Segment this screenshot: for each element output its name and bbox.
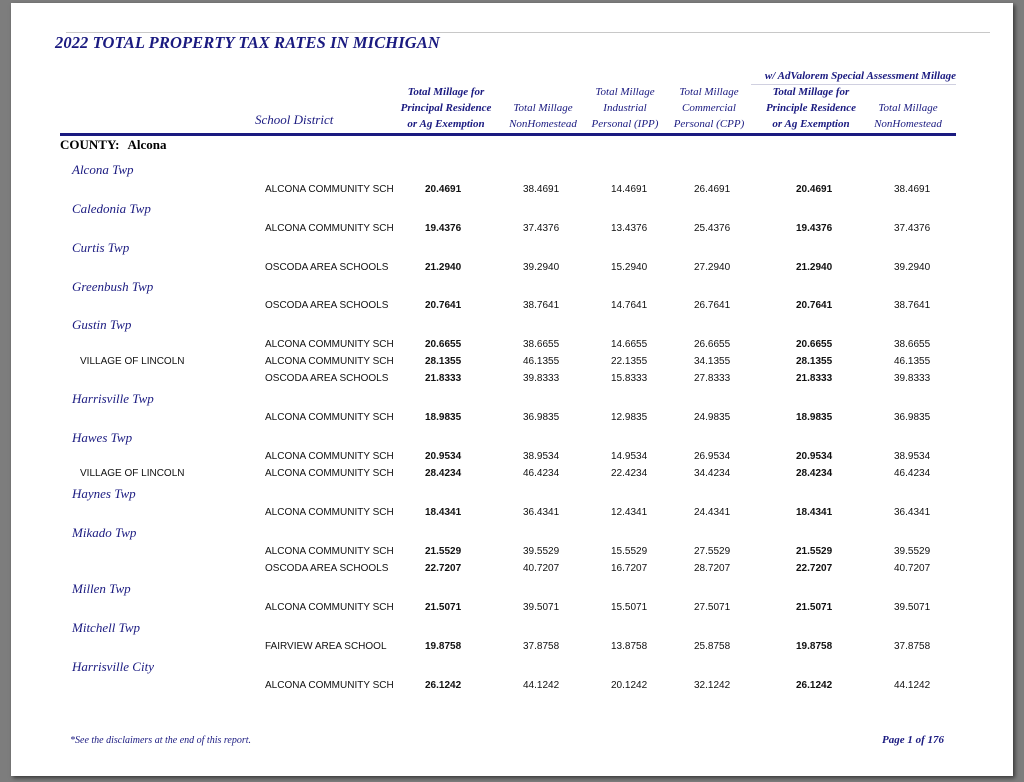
village-cell: VILLAGE OF LINCOLN (80, 468, 185, 479)
municipality-heading: Caledonia Twp (72, 201, 151, 216)
page-number: Page 1 of 176 (882, 734, 945, 746)
value-cell: 19.4376 (796, 223, 833, 234)
school-cell: OSCODA AREA SCHOOLS (265, 262, 389, 273)
value-cell: 38.9534 (894, 451, 931, 462)
header-col1-line: Total Millage for (407, 86, 485, 98)
municipality-heading: Greenbush Twp (72, 279, 154, 294)
value-cell: 21.2940 (796, 262, 833, 273)
value-cell: 38.4691 (523, 184, 560, 195)
school-cell: ALCONA COMMUNITY SCH (265, 468, 394, 479)
value-cell: 12.4341 (611, 507, 648, 518)
value-cell: 37.8758 (894, 641, 931, 652)
header-col2-line: Total Millage (513, 102, 573, 114)
value-cell: 20.7641 (425, 300, 462, 311)
value-cell: 27.8333 (694, 373, 731, 384)
value-cell: 36.4341 (523, 507, 560, 518)
municipality-heading: Curtis Twp (72, 240, 130, 255)
value-cell: 18.4341 (425, 507, 462, 518)
footer-disclaimer: *See the disclaimers at the end of this report. (70, 735, 251, 746)
municipality-heading: Mitchell Twp (72, 620, 141, 635)
value-cell: 21.5529 (425, 546, 462, 557)
value-cell: 22.4234 (611, 468, 648, 479)
value-cell: 40.7207 (523, 563, 560, 574)
header-col6 (868, 100, 948, 132)
school-cell: OSCODA AREA SCHOOLS (265, 300, 389, 311)
school-cell: ALCONA COMMUNITY SCH (265, 680, 394, 691)
value-cell: 39.2940 (894, 262, 931, 273)
header-col3-line: Industrial (603, 102, 647, 114)
value-cell: 20.4691 (796, 184, 833, 195)
table-row (0, 373, 1024, 389)
value-cell: 20.1242 (611, 680, 648, 691)
value-cell: 18.4341 (796, 507, 833, 518)
table-row (0, 468, 1024, 484)
value-cell: 44.1242 (523, 680, 560, 691)
header-col6-line: NonHomestead (874, 118, 942, 130)
municipality-heading: Millen Twp (72, 581, 131, 596)
value-cell: 38.6655 (523, 339, 560, 350)
school-cell: ALCONA COMMUNITY SCH (265, 184, 394, 195)
value-cell: 15.8333 (611, 373, 648, 384)
value-cell: 21.5071 (425, 602, 462, 613)
header-col3-line: Personal (IPP) (591, 118, 659, 130)
county-label: COUNTY: (60, 137, 120, 152)
school-cell: ALCONA COMMUNITY SCH (265, 451, 394, 462)
value-cell: 46.4234 (894, 468, 931, 479)
table-row (0, 602, 1024, 618)
value-cell: 21.5529 (796, 546, 833, 557)
municipality-heading: Hawes Twp (72, 430, 133, 445)
header-col4-line: Personal (CPP) (673, 118, 745, 130)
report-title: 2022 TOTAL PROPERTY TAX RATES IN MICHIGAN (55, 33, 440, 52)
value-cell: 15.2940 (611, 262, 648, 273)
value-cell: 39.2940 (523, 262, 560, 273)
value-cell: 14.6655 (611, 339, 648, 350)
value-cell: 27.2940 (694, 262, 731, 273)
header-col4-line: Commercial (682, 102, 736, 114)
header-col1-line: or Ag Exemption (407, 118, 485, 130)
value-cell: 32.1242 (694, 680, 731, 691)
value-cell: 13.4376 (611, 223, 648, 234)
value-cell: 40.7207 (894, 563, 931, 574)
value-cell: 20.9534 (425, 451, 462, 462)
value-cell: 37.4376 (523, 223, 560, 234)
value-cell: 28.1355 (796, 356, 833, 367)
table-row (0, 507, 1024, 523)
value-cell: 22.7207 (796, 563, 833, 574)
county-heading (60, 137, 166, 153)
school-cell: ALCONA COMMUNITY SCH (265, 412, 394, 423)
value-cell: 37.4376 (894, 223, 931, 234)
value-cell: 44.1242 (894, 680, 931, 691)
municipality-heading: Haynes Twp (72, 486, 136, 501)
table-row (0, 641, 1024, 657)
header-col5-line: Total Millage for (772, 86, 850, 98)
table-row (0, 223, 1024, 239)
value-cell: 21.5071 (796, 602, 833, 613)
value-cell: 36.9835 (523, 412, 560, 423)
value-cell: 15.5529 (611, 546, 648, 557)
header-col1 (393, 84, 499, 132)
value-cell: 16.7207 (611, 563, 648, 574)
value-cell: 38.6655 (894, 339, 931, 350)
header-col3 (585, 84, 665, 132)
header-col1-line: Principal Residence (400, 102, 492, 114)
value-cell: 46.1355 (894, 356, 931, 367)
value-cell: 34.1355 (694, 356, 731, 367)
value-cell: 38.7641 (523, 300, 560, 311)
value-cell: 20.6655 (796, 339, 833, 350)
value-cell: 26.4691 (694, 184, 731, 195)
value-cell: 38.4691 (894, 184, 931, 195)
municipality-heading: Gustin Twp (72, 317, 132, 332)
header-col4-line: Total Millage (679, 86, 739, 98)
value-cell: 25.4376 (694, 223, 731, 234)
school-cell: ALCONA COMMUNITY SCH (265, 356, 394, 367)
school-cell: OSCODA AREA SCHOOLS (265, 563, 389, 574)
table-row (0, 563, 1024, 579)
table-row (0, 546, 1024, 562)
value-cell: 20.6655 (425, 339, 462, 350)
header-col2 (503, 100, 583, 132)
value-cell: 28.1355 (425, 356, 462, 367)
table-row (0, 412, 1024, 428)
value-cell: 24.4341 (694, 507, 731, 518)
school-cell: ALCONA COMMUNITY SCH (265, 223, 394, 234)
value-cell: 27.5529 (694, 546, 731, 557)
header-col5-line: or Ag Exemption (772, 118, 850, 130)
value-cell: 46.4234 (523, 468, 560, 479)
value-cell: 38.9534 (523, 451, 560, 462)
value-cell: 27.5071 (694, 602, 731, 613)
value-cell: 14.9534 (611, 451, 648, 462)
value-cell: 19.4376 (425, 223, 462, 234)
header-school-district: School District (255, 112, 334, 127)
value-cell: 19.8758 (425, 641, 462, 652)
municipality-heading: Mikado Twp (72, 525, 137, 540)
value-cell: 20.4691 (425, 184, 462, 195)
value-cell: 26.6655 (694, 339, 731, 350)
table-row (0, 300, 1024, 316)
value-cell: 21.8333 (425, 373, 462, 384)
value-cell: 38.7641 (894, 300, 931, 311)
header-col5-line: Principle Residence (765, 102, 857, 114)
value-cell: 20.7641 (796, 300, 833, 311)
value-cell: 39.5529 (523, 546, 560, 557)
school-cell: FAIRVIEW AREA SCHOOL (265, 641, 387, 652)
header-col2-line: NonHomestead (509, 118, 577, 130)
header-col4 (668, 84, 750, 132)
value-cell: 37.8758 (523, 641, 560, 652)
value-cell: 15.5071 (611, 602, 648, 613)
table-row (0, 356, 1024, 372)
value-cell: 39.5071 (523, 602, 560, 613)
value-cell: 14.7641 (611, 300, 648, 311)
value-cell: 21.2940 (425, 262, 462, 273)
county-name: Alcona (127, 137, 167, 152)
value-cell: 39.8333 (523, 373, 560, 384)
header-col3-line: Total Millage (595, 86, 655, 98)
value-cell: 26.9534 (694, 451, 731, 462)
value-cell: 14.4691 (611, 184, 648, 195)
value-cell: 36.4341 (894, 507, 931, 518)
table-row (0, 680, 1024, 696)
value-cell: 26.1242 (425, 680, 462, 691)
municipality-heading: Harrisville Twp (72, 391, 154, 406)
school-cell: OSCODA AREA SCHOOLS (265, 373, 389, 384)
value-cell: 39.5071 (894, 602, 931, 613)
school-cell: ALCONA COMMUNITY SCH (265, 507, 394, 518)
table-row (0, 339, 1024, 355)
value-cell: 21.8333 (796, 373, 833, 384)
value-cell: 25.8758 (694, 641, 731, 652)
value-cell: 39.5529 (894, 546, 931, 557)
value-cell: 12.9835 (611, 412, 648, 423)
table-row (0, 262, 1024, 278)
value-cell: 28.4234 (425, 468, 462, 479)
value-cell: 26.7641 (694, 300, 731, 311)
table-row (0, 451, 1024, 467)
municipality-heading: Harrisville City (72, 659, 154, 674)
table-row (0, 184, 1024, 200)
header-col5 (756, 84, 866, 132)
value-cell: 28.4234 (796, 468, 833, 479)
value-cell: 26.1242 (796, 680, 833, 691)
school-cell: ALCONA COMMUNITY SCH (265, 602, 394, 613)
school-cell: ALCONA COMMUNITY SCH (265, 339, 394, 350)
header-advalorem-group: w/ AdValorem Special Assessment Millage (751, 69, 956, 85)
value-cell: 20.9534 (796, 451, 833, 462)
value-cell: 46.1355 (523, 356, 560, 367)
value-cell: 28.7207 (694, 563, 731, 574)
value-cell: 22.1355 (611, 356, 648, 367)
header-col6-line: Total Millage (878, 102, 938, 114)
village-cell: VILLAGE OF LINCOLN (80, 356, 185, 367)
value-cell: 34.4234 (694, 468, 731, 479)
school-cell: ALCONA COMMUNITY SCH (265, 546, 394, 557)
value-cell: 22.7207 (425, 563, 462, 574)
value-cell: 18.9835 (796, 412, 833, 423)
value-cell: 36.9835 (894, 412, 931, 423)
municipality-heading: Alcona Twp (72, 162, 134, 177)
value-cell: 24.9835 (694, 412, 731, 423)
value-cell: 13.8758 (611, 641, 648, 652)
value-cell: 19.8758 (796, 641, 833, 652)
header-divider (60, 133, 956, 136)
value-cell: 39.8333 (894, 373, 931, 384)
value-cell: 18.9835 (425, 412, 462, 423)
